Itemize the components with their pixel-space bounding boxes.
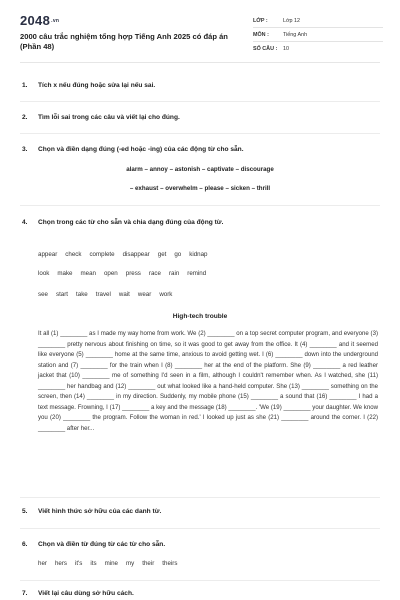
question-divider xyxy=(20,205,380,206)
word-bank-row-2 xyxy=(38,270,214,277)
word-bank-row-1 xyxy=(38,251,215,258)
word-bank-item: it's xyxy=(75,560,83,567)
passage-title: High-tech trouble xyxy=(172,313,228,320)
question-text: Tích x nếu đúng hoặc sửa lại nếu sai. xyxy=(38,82,156,89)
verb-list-line-1: alarm – annoy – astonish – captivate – discourage xyxy=(126,166,274,173)
word-bank-item: travel xyxy=(95,291,111,298)
question-number: 1. xyxy=(22,82,28,89)
question-text: Chọn và điền dạng đúng (-ed hoặc -ing) của các động từ cho sẵn. xyxy=(38,146,244,153)
word-bank-item: appear xyxy=(38,251,58,258)
question-divider xyxy=(20,580,380,581)
question-text: Tìm lỗi sai trong các câu và viết lại cho đúng. xyxy=(38,114,180,121)
word-bank-item: check xyxy=(65,251,82,258)
question-4 xyxy=(22,219,223,226)
word-bank-item: their xyxy=(142,560,155,567)
question-number: 4. xyxy=(22,219,28,226)
word-bank-item: complete xyxy=(89,251,115,258)
word-bank-item: hers xyxy=(54,560,67,567)
word-bank-item: press xyxy=(125,270,141,277)
word-bank-item: see xyxy=(38,291,48,298)
question-text: Viết hình thức sở hữu của các danh từ. xyxy=(38,508,162,515)
word-bank-item: look xyxy=(38,270,50,277)
verb-list-line-2: – exhaust – overwhelm – please – sicken – thrill xyxy=(129,185,271,192)
word-bank-item: start xyxy=(55,291,69,298)
word-bank-item: wait xyxy=(118,291,130,298)
word-bank-item: mean xyxy=(80,270,96,277)
question-number: 2. xyxy=(22,114,28,121)
question-text: Chọn trong các từ cho sẵn và chia dạng đúng của động từ. xyxy=(38,219,224,226)
question-1 xyxy=(22,82,155,89)
word-bank-row-3 xyxy=(38,291,180,298)
question-text: Viết lại câu dùng sở hữu cách. xyxy=(38,590,134,597)
question-6 xyxy=(22,541,165,548)
word-bank-item: open xyxy=(103,270,118,277)
word-bank-item: rain xyxy=(168,270,180,277)
meta-row-subject xyxy=(253,28,383,42)
question-5 xyxy=(22,508,161,515)
question-divider xyxy=(20,133,380,134)
question-7 xyxy=(22,590,134,597)
meta-table xyxy=(253,14,383,55)
word-bank-item: kidnap xyxy=(189,251,208,258)
passage-text: It all (1) ________ as I made my way home from work. We (2) ________ on a top secret computer program, and everyone (3) ________ pretty nervous about finishing on time, so it was good to get away from the office. It (4) ________ and it seemed like everyone (5) ________ home at the same time, anxious to avoid getting wet. I (6) ________ down into the underground station and (7) ________ for the train when I (8) ________ her at the end of the platform. She (9) ________ a red leather jacket that (10) ________ me of something I'd seen in a film, although I couldn't remember when. As I watched, she (11) ________ her handbag and (12) ________ out what looked like a hand-held computer. She (13) ________ something on the screen, then (14) ________ in my direction. Suddenly, my mobile phone (15) ________ a sound that (16) ________ I had a text message. Frowning, I (17) ________ a key and the message (18) ________. 'We (19) ________ your daughter. We know you (20) ________ the program. Follow the woman in red.' I looked up just as she (21) ________ around the corner. I (22) ________ after her... xyxy=(38,330,378,432)
question-3 xyxy=(22,146,244,153)
word-bank-item: take xyxy=(76,291,88,298)
word-bank-item: get xyxy=(157,251,167,258)
word-bank-item: race xyxy=(148,270,161,277)
question-number: 6. xyxy=(22,541,28,548)
question-divider xyxy=(20,528,380,529)
question-2 xyxy=(22,114,180,121)
word-bank-item: make xyxy=(57,270,73,277)
document-title: 2000 câu trắc nghiệm tổng hợp Tiếng Anh 2025 có đáp án (Phần 48) xyxy=(20,32,228,51)
word-bank-item: work xyxy=(159,291,173,298)
logo-suffix: .vn xyxy=(51,18,60,24)
word-bank-item: mine xyxy=(104,560,118,567)
header-left xyxy=(20,13,245,52)
word-bank-item: her xyxy=(38,560,47,567)
header-divider xyxy=(20,62,380,63)
meta-label: LỚP : xyxy=(253,17,268,24)
question-number: 7. xyxy=(22,590,28,597)
meta-label: SỐ CÂU : xyxy=(253,45,278,52)
question-number: 5. xyxy=(22,508,28,515)
word-bank-item: its xyxy=(90,560,97,567)
possessive-word-bank xyxy=(38,560,185,567)
word-bank-item: go xyxy=(174,251,182,258)
word-bank-item: disappear xyxy=(122,251,150,258)
meta-row-class xyxy=(253,14,383,28)
meta-value: Tiếng Anh xyxy=(283,31,308,38)
meta-row-count xyxy=(253,42,383,55)
word-bank-item: theirs xyxy=(162,560,178,567)
word-bank-item: remind xyxy=(187,270,207,277)
question-text: Chọn và điền từ đúng từ các từ cho sẵn. xyxy=(38,541,166,548)
question-divider xyxy=(20,101,380,102)
meta-value: Lớp 12 xyxy=(283,17,301,24)
word-bank-item: wear xyxy=(137,291,152,298)
site-logo[interactable]: $2048^{.vn}$ xyxy=(20,13,60,28)
meta-label: MÔN : xyxy=(253,31,269,38)
word-bank-item: my xyxy=(125,560,135,567)
question-number: 3. xyxy=(22,146,28,153)
meta-value: 10 xyxy=(283,45,289,52)
question-divider xyxy=(20,497,380,498)
